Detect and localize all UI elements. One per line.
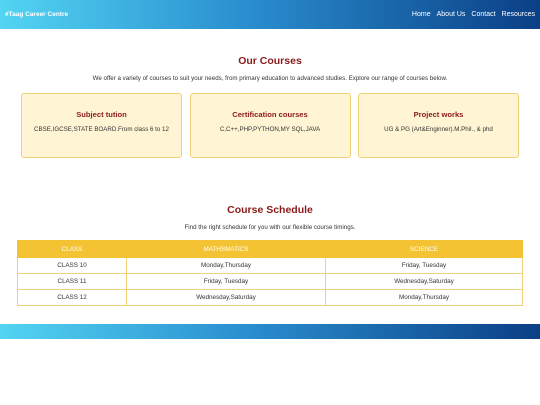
table-header-row [18,241,523,258]
table-cell: Wednesday,Saturday [127,290,326,306]
table-cell: Friday, Tuesday [127,274,326,290]
courses-description: We offer a variety of courses to suit your needs, from primary education to advanced studies. Explore our range of courses below. [92,75,448,82]
schedule-description: Find the right schedule for you with our flexible course timings. [184,224,356,231]
course-card-text: UG & PG (Art&Enginner).M.Phil., & phd [384,126,493,133]
course-cards [21,93,519,158]
course-card-text: C,C++,PHP,PYTHON,MY SQL,JAVA [219,126,321,133]
table-row [18,274,523,290]
table-cell: Wednesday,Saturday [326,274,523,290]
navbar [0,0,540,29]
nav-link-home[interactable]: Home [411,11,431,18]
table-row [18,258,523,274]
course-card-subject-tution [21,93,182,158]
course-card-certification [190,93,351,158]
nav-links [406,11,535,18]
course-card-title: Certification courses [232,110,308,119]
brand-logo-text[interactable]: #Taag Career Centre [5,11,69,18]
header-mathsmatics: MATHSMATICS [127,241,326,258]
header-class: CLASS [18,241,127,258]
table-cell: CLASS 11 [18,274,127,290]
course-card-title: Subject tution [76,110,127,119]
footer-bar [0,324,540,339]
table-cell: CLASS 10 [18,258,127,274]
header-science: SCIENCE [326,241,523,258]
table-cell: Monday,Thursday [326,290,523,306]
table-row [18,290,523,306]
table-cell: Friday, Tuesday [326,258,523,274]
course-card-text: CBSE,IGCSE,STATE BOARD.From class 6 to 12 [34,126,169,133]
courses-title: Our Courses [238,55,302,67]
course-card-title: Project works [413,110,464,119]
nav-link-resources[interactable]: Resources [501,11,535,18]
nav-link-contact[interactable]: Contact [471,11,496,18]
table-cell: CLASS 12 [18,290,127,306]
schedule-title: Course Schedule [227,204,313,216]
table-cell: Monday,Thursday [127,258,326,274]
schedule-table [17,240,523,306]
course-card-project-works [358,93,519,158]
nav-link-about-us[interactable]: About Us [436,11,466,18]
